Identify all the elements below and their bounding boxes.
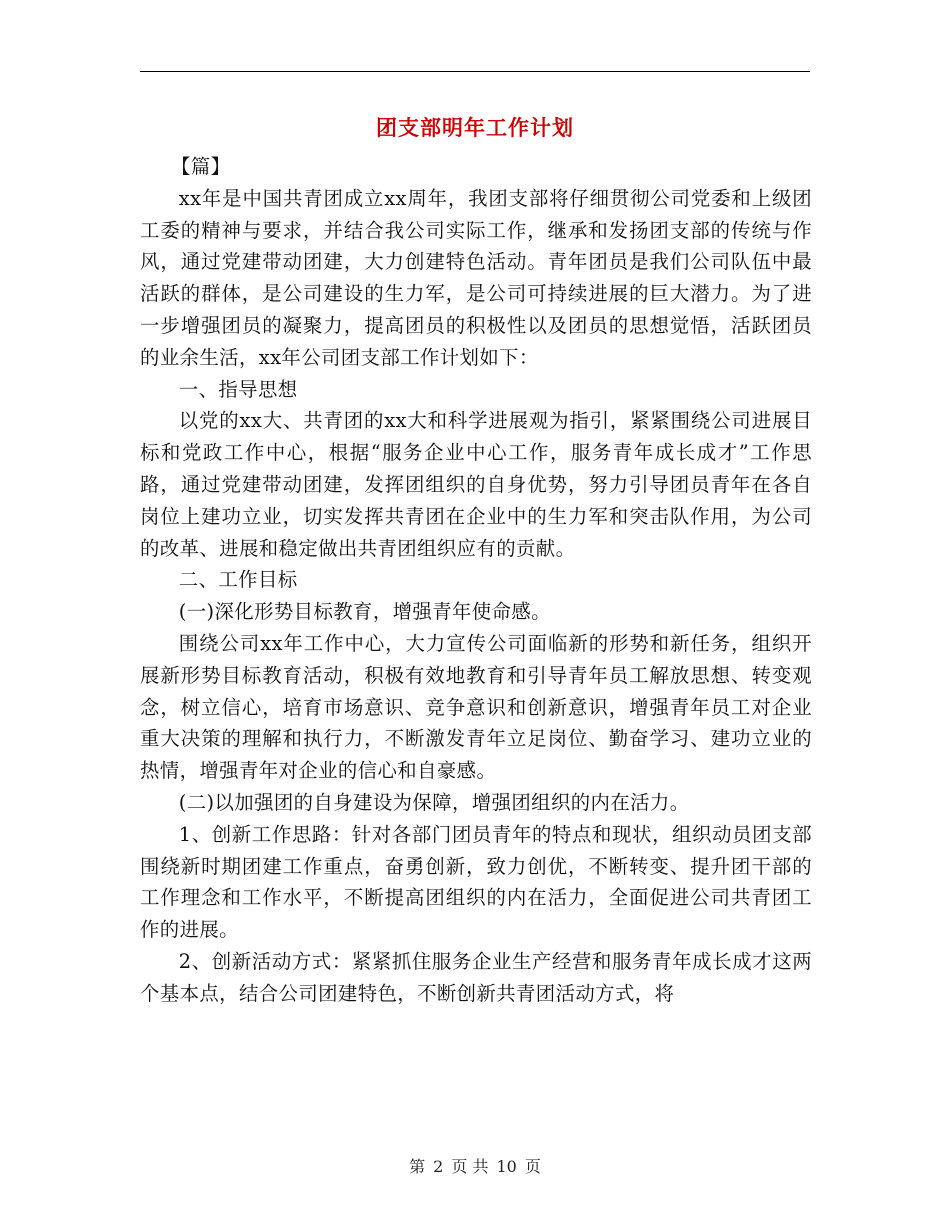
document-body	[140, 151, 812, 1010]
item-innovate-thinking: 1、创新工作思路：针对各部门团员青年的特点和现状，组织动员团支部围绕新时期团建工作重点，奋勇创新，致力创优，不断转变、提升团干部的工作理念和工作水平，不断提高团组织的内在活力，全面促进公司共青团工作的进展。	[140, 822, 812, 942]
guiding-thought-paragraph: 以党的xx大、共青团的xx大和科学进展观为指引，紧紧围绕公司进展目标和党政工作中心，根据“服务企业中心工作，服务青年成长成才”工作思路，通过党建带动团建，发挥团组织的自身优势，努力引导团员青年在各自岗位上建功立业，切实发挥共青团在企业中的生力军和突击队作用，为公司的改革、进展和稳定做出共青团组织应有的贡献。	[140, 409, 812, 560]
goal-1-paragraph: 围绕公司xx年工作中心，大力宣传公司面临新的形势和新任务，组织开展新形势目标教育活动，积极有效地教育和引导青年员工解放思想、转变观念，树立信心，培育市场意识、竞争意识和创新意识，增强青年员工对企业重大决策的理解和执行力，不断激发青年立足岗位、勤奋学习、建功立业的热情，增强青年对企业的信心和自豪感。	[140, 631, 812, 783]
document-title: 团支部明年工作计划	[376, 116, 574, 140]
footer-suffix: 页	[524, 1157, 541, 1176]
item-innovate-activities: 2、创新活动方式：紧紧抓住服务企业生产经营和服务青年成长成才这两个基本点，结合公司团建特色，不断创新共青团活动方式，将	[140, 949, 812, 1005]
intro-paragraph: xx年是中国共青团成立xx周年，我团支部将仔细贯彻公司党委和上级团工委的精神与要求，并结合我公司实际工作，继承和发扬团支部的传统与作风，通过党建带动团建，大力创建特色活动。青年团员是我们公司队伍中最活跃的群体，是公司建设的生力军，是公司可持续进展的巨大潜力。为了进一步增强团员的凝聚力，提高团员的积极性以及团员的思想觉悟，活跃团员的业余生活，xx年公司团支部工作计划如下：	[140, 186, 812, 369]
section-heading-guiding-thought: 一、指导思想	[178, 377, 298, 401]
footer-mid: 页 共	[451, 1157, 489, 1176]
section-heading-work-goals: 二、工作目标	[178, 568, 298, 592]
subheading-goal-1: (一)深化形势目标教育，增强青年使命感。	[178, 600, 551, 624]
subheading-goal-2: (二)以加强团的自身建设为保障，增强团组织的内在活力。	[178, 790, 690, 814]
total-pages-number: 10	[496, 1157, 517, 1176]
page-footer	[0, 1154, 950, 1177]
footer-prefix: 第	[409, 1157, 426, 1176]
current-page-number: 2	[433, 1157, 444, 1176]
header-rule	[140, 71, 810, 72]
section-marker: 【篇】	[171, 155, 231, 178]
